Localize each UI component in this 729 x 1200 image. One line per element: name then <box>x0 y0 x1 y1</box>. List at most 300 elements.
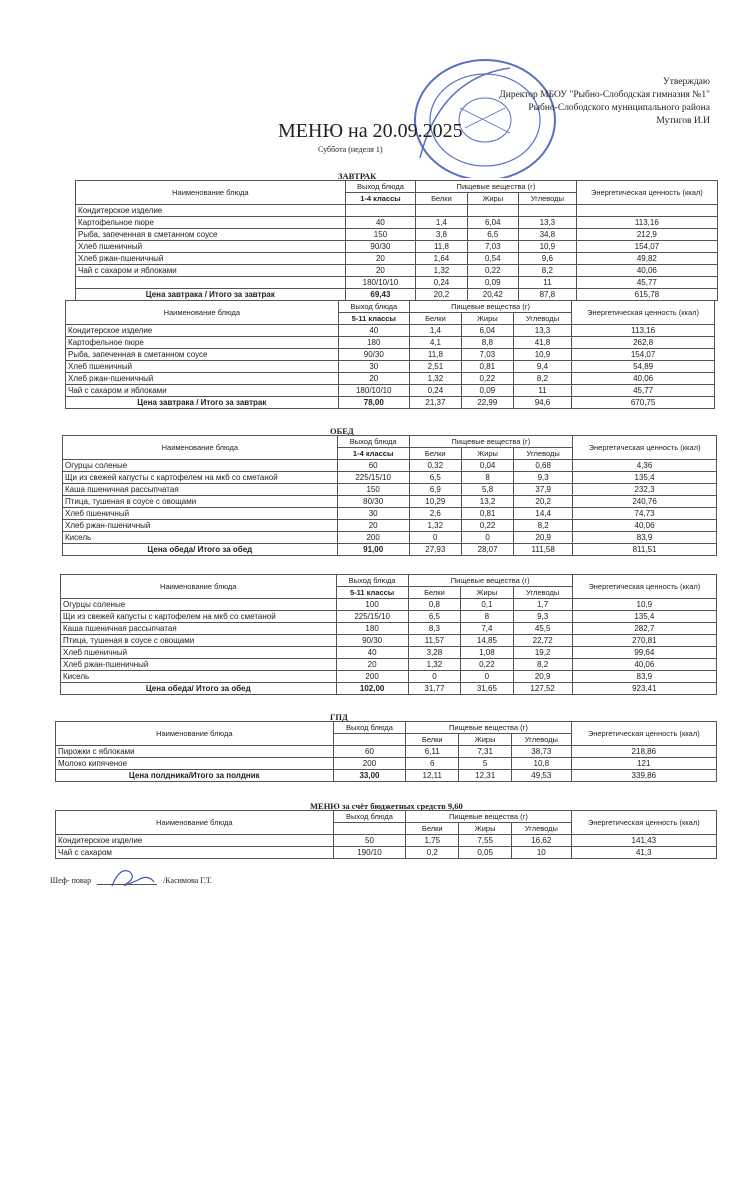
table-row <box>61 611 717 623</box>
col-proteins-header: Белки <box>409 448 461 460</box>
table-row <box>63 496 717 508</box>
value-cell: 135,4 <box>573 472 717 484</box>
dish-name: Хлеб ржан-пшеничный <box>61 659 337 671</box>
col-carbs-header: Углеводы <box>513 313 571 325</box>
col-fats-header: Жиры <box>459 823 512 835</box>
value-cell: 4,1 <box>409 337 461 349</box>
value-cell: 0,22 <box>461 520 513 532</box>
value-cell: 6,04 <box>467 217 518 229</box>
value-cell: 99,64 <box>572 647 716 659</box>
grade-label <box>333 823 406 835</box>
table-row <box>63 472 717 484</box>
value-cell: 200 <box>336 671 408 683</box>
total-value: 12,11 <box>406 770 459 782</box>
table-row <box>66 349 715 361</box>
table-row <box>63 520 717 532</box>
value-cell: 10,29 <box>409 496 461 508</box>
col-proteins-header: Белки <box>409 313 461 325</box>
dish-name: Птица, тушеная в соусе с овощами <box>61 635 337 647</box>
page-subtitle: Суббота (неделя 1) <box>318 145 383 154</box>
value-cell: 1,4 <box>409 325 461 337</box>
table-row <box>76 265 718 277</box>
value-cell: 150 <box>345 229 416 241</box>
value-cell: 0 <box>461 671 513 683</box>
value-cell: 0,05 <box>459 847 512 859</box>
section-budget: МЕНЮ за счёт бюджетных средств 9,60 <box>310 801 463 811</box>
section-snack: ГПД <box>330 712 348 722</box>
value-cell: 212,9 <box>576 229 717 241</box>
col-carbs-header: Углеводы <box>514 448 573 460</box>
value-cell: 1,4 <box>416 217 467 229</box>
total-value: 670,75 <box>572 397 715 409</box>
table-row <box>76 229 718 241</box>
value-cell: 0,09 <box>461 385 513 397</box>
value-cell: 20,9 <box>514 532 573 544</box>
dish-name: Кондитерское изделие <box>76 205 346 217</box>
value-cell: 40,06 <box>572 659 716 671</box>
total-label: Цена полдника/Итого за полдник <box>56 770 334 782</box>
value-cell: 0 <box>408 671 460 683</box>
col-output-header: Выход блюда <box>345 181 416 193</box>
value-cell: 0,04 <box>461 460 513 472</box>
value-cell: 0,68 <box>514 460 573 472</box>
value-cell: 7,03 <box>461 349 513 361</box>
col-name-header: Наименование блюда <box>66 301 339 325</box>
col-carbs-header: Углеводы <box>518 193 576 205</box>
total-label: Цена обеда/ Итого за обед <box>61 683 337 695</box>
col-nutrients-header: Пищевые вещества (г) <box>408 575 572 587</box>
value-cell: 180/10/10 <box>338 385 409 397</box>
total-value: 20,42 <box>467 289 518 301</box>
total-value: 22,99 <box>461 397 513 409</box>
value-cell: 50 <box>333 835 406 847</box>
dish-name <box>76 277 346 289</box>
value-cell: 38,73 <box>512 746 571 758</box>
value-cell: 218,86 <box>571 746 716 758</box>
value-cell: 6,5 <box>408 611 460 623</box>
total-value: 28,07 <box>461 544 513 556</box>
value-cell: 9,6 <box>518 253 576 265</box>
approve-line: Утверждаю <box>663 77 710 87</box>
value-cell: 200 <box>333 758 406 770</box>
page-title: МЕНЮ на 20.09.2025 <box>278 120 463 142</box>
value-cell: 0,81 <box>461 508 513 520</box>
dish-name: Хлеб пшеничный <box>76 241 346 253</box>
col-energy-header: Энергетическая ценность (ккал) <box>571 811 716 835</box>
approve-line: Мутигов И.И <box>656 116 710 126</box>
dish-name: Каша пшеничная рассыпчатая <box>63 484 338 496</box>
value-cell: 41,8 <box>513 337 571 349</box>
value-cell: 9,4 <box>513 361 571 373</box>
grade-label: 1-4 классы <box>337 448 409 460</box>
total-value: 12,31 <box>459 770 512 782</box>
table-row <box>61 659 717 671</box>
value-cell: 8 <box>461 472 513 484</box>
value-cell: 225/15/10 <box>336 611 408 623</box>
value-cell: 141,43 <box>571 835 716 847</box>
value-cell: 5 <box>459 758 512 770</box>
value-cell: 80/30 <box>337 496 409 508</box>
value-cell: 54,89 <box>572 361 715 373</box>
total-value: 127,52 <box>513 683 572 695</box>
value-cell: 37,9 <box>514 484 573 496</box>
col-carbs-header: Углеводы <box>512 823 571 835</box>
value-cell: 0 <box>409 532 461 544</box>
value-cell: 1,32 <box>409 520 461 532</box>
value-cell: 225/15/10 <box>337 472 409 484</box>
value-cell: 113,16 <box>576 217 717 229</box>
value-cell: 20,9 <box>513 671 572 683</box>
col-fats-header: Жиры <box>461 448 513 460</box>
breakfast-table-1-4 <box>75 180 718 301</box>
value-cell <box>467 205 518 217</box>
value-cell: 8,2 <box>513 659 572 671</box>
table-row <box>63 460 717 472</box>
col-energy-header: Энергетическая ценность (ккал) <box>572 575 716 599</box>
value-cell: 20 <box>345 265 416 277</box>
table-row <box>56 835 717 847</box>
col-proteins-header: Белки <box>406 823 459 835</box>
value-cell: 0,1 <box>461 599 513 611</box>
col-energy-header: Энергетическая ценность (ккал) <box>572 301 715 325</box>
value-cell: 240,76 <box>573 496 717 508</box>
value-cell: 20 <box>345 253 416 265</box>
value-cell: 0,2 <box>406 847 459 859</box>
col-output-header: Выход блюда <box>333 722 406 734</box>
value-cell: 0,22 <box>467 265 518 277</box>
approve-line: Рыбно-Слободского муниципального района <box>528 103 710 113</box>
col-output-header: Выход блюда <box>338 301 409 313</box>
value-cell: 8,2 <box>513 373 571 385</box>
value-cell: 40,06 <box>572 373 715 385</box>
value-cell: 0,24 <box>409 385 461 397</box>
breakfast-table-5-11 <box>65 300 715 409</box>
value-cell: 0,09 <box>467 277 518 289</box>
value-cell: 10,8 <box>512 758 571 770</box>
col-carbs-header: Углеводы <box>513 587 572 599</box>
approve-line: Директор МБОУ "Рыбно-Слободская гимназия №1" <box>499 90 710 100</box>
value-cell: 6,5 <box>409 472 461 484</box>
value-cell: 113,16 <box>572 325 715 337</box>
value-cell: 20,2 <box>514 496 573 508</box>
value-cell: 30 <box>337 508 409 520</box>
total-label: Цена завтрака / Итого за завтрак <box>66 397 339 409</box>
value-cell <box>416 205 467 217</box>
dish-name: Пирожки с яблоками <box>56 746 334 758</box>
cook-name: /Касимова Г.Т. <box>163 876 213 885</box>
dish-name: Огурцы соленые <box>63 460 338 472</box>
value-cell: 7,55 <box>459 835 512 847</box>
value-cell: 2,6 <box>409 508 461 520</box>
col-nutrients-header: Пищевые вещества (г) <box>409 301 571 313</box>
value-cell: 45,77 <box>576 277 717 289</box>
table-row <box>56 746 717 758</box>
value-cell: 8,2 <box>514 520 573 532</box>
table-row <box>56 758 717 770</box>
value-cell: 45,5 <box>513 623 572 635</box>
col-energy-header: Энергетическая ценность (ккал) <box>576 181 717 205</box>
table-row <box>61 623 717 635</box>
total-value: 111,58 <box>514 544 573 556</box>
value-cell: 180 <box>338 337 409 349</box>
value-cell: 11 <box>518 277 576 289</box>
table-row <box>66 361 715 373</box>
value-cell: 200 <box>337 532 409 544</box>
table-header <box>66 301 715 313</box>
table-row <box>66 385 715 397</box>
dish-name: Хлеб пшеничный <box>66 361 339 373</box>
table-row <box>76 241 718 253</box>
col-nutrients-header: Пищевые вещества (г) <box>416 181 576 193</box>
value-cell: 1,64 <box>416 253 467 265</box>
value-cell: 11,57 <box>408 635 460 647</box>
total-value: 923,41 <box>572 683 716 695</box>
value-cell: 4,36 <box>573 460 717 472</box>
value-cell: 11 <box>513 385 571 397</box>
value-cell: 0,22 <box>461 659 513 671</box>
total-label: Цена завтрака / Итого за завтрак <box>76 289 346 301</box>
value-cell: 150 <box>337 484 409 496</box>
value-cell <box>576 205 717 217</box>
col-output-header: Выход блюда <box>336 575 408 587</box>
value-cell: 180/10/10 <box>345 277 416 289</box>
value-cell: 34,8 <box>518 229 576 241</box>
value-cell: 282,7 <box>572 623 716 635</box>
value-cell: 1,32 <box>409 373 461 385</box>
dish-name: Кисель <box>63 532 338 544</box>
total-value: 94,6 <box>513 397 571 409</box>
table-row <box>63 532 717 544</box>
col-carbs-header: Углеводы <box>512 734 571 746</box>
table-row <box>66 373 715 385</box>
col-name-header: Наименование блюда <box>61 575 337 599</box>
total-value: 811,51 <box>573 544 717 556</box>
total-value: 31,65 <box>461 683 513 695</box>
value-cell: 6,5 <box>467 229 518 241</box>
value-cell: 40,06 <box>576 265 717 277</box>
value-cell: 1,32 <box>416 265 467 277</box>
table-header <box>76 181 718 193</box>
dish-name: Чай с сахаром и яблоками <box>76 265 346 277</box>
col-fats-header: Жиры <box>461 587 513 599</box>
col-nutrients-header: Пищевые вещества (г) <box>406 811 571 823</box>
value-cell: 0,81 <box>461 361 513 373</box>
value-cell: 180 <box>336 623 408 635</box>
grade-label: 1-4 классы <box>345 193 416 205</box>
section-breakfast: ЗАВТРАК <box>338 171 377 181</box>
value-cell: 40,06 <box>573 520 717 532</box>
total-value: 78,00 <box>338 397 409 409</box>
value-cell: 7,03 <box>467 241 518 253</box>
value-cell: 74,73 <box>573 508 717 520</box>
section-lunch: ОБЕД <box>330 426 354 436</box>
col-output-header: Выход блюда <box>333 811 406 823</box>
table-header <box>63 436 717 448</box>
value-cell: 20 <box>338 373 409 385</box>
total-value: 102,00 <box>336 683 408 695</box>
lunch-table-5-11 <box>60 574 717 695</box>
col-name-header: Наименование блюда <box>76 181 346 205</box>
dish-name: Рыба, запеченная в сметанном соусе <box>76 229 346 241</box>
dish-name: Каша пшеничная рассыпчатая <box>61 623 337 635</box>
table-row <box>66 325 715 337</box>
value-cell: 8 <box>461 611 513 623</box>
dish-name: Хлеб ржан-пшеничный <box>66 373 339 385</box>
value-cell: 0,22 <box>461 373 513 385</box>
grade-label: 5-11 классы <box>338 313 409 325</box>
value-cell: 13,3 <box>513 325 571 337</box>
col-proteins-header: Белки <box>406 734 459 746</box>
value-cell: 1,75 <box>406 835 459 847</box>
total-value: 20,2 <box>416 289 467 301</box>
value-cell: 30 <box>338 361 409 373</box>
value-cell: 40 <box>336 647 408 659</box>
lunch-table-1-4 <box>62 435 717 556</box>
value-cell: 5,8 <box>461 484 513 496</box>
value-cell: 100 <box>336 599 408 611</box>
table-row <box>61 599 717 611</box>
value-cell: 8,2 <box>518 265 576 277</box>
value-cell: 83,9 <box>573 532 717 544</box>
value-cell: 9,3 <box>514 472 573 484</box>
col-output-header: Выход блюда <box>337 436 409 448</box>
total-value: 33,00 <box>333 770 406 782</box>
value-cell: 6 <box>406 758 459 770</box>
table-row <box>61 635 717 647</box>
table-header <box>56 811 717 823</box>
total-value: 91,00 <box>337 544 409 556</box>
value-cell: 83,9 <box>572 671 716 683</box>
value-cell: 40 <box>338 325 409 337</box>
dish-name: Картофельное пюре <box>66 337 339 349</box>
value-cell: 90/30 <box>338 349 409 361</box>
budget-table <box>55 810 717 859</box>
dish-name: Молоко кипяченое <box>56 758 334 770</box>
value-cell: 6,04 <box>461 325 513 337</box>
total-row <box>56 770 717 782</box>
dish-name: Кондитерское изделие <box>66 325 339 337</box>
table-row <box>61 671 717 683</box>
dish-name: Хлеб ржан-пшеничный <box>63 520 338 532</box>
value-cell: 270,81 <box>572 635 716 647</box>
total-value: 31,77 <box>408 683 460 695</box>
value-cell: 3,8 <box>416 229 467 241</box>
col-name-header: Наименование блюда <box>63 436 338 460</box>
value-cell: 262,8 <box>572 337 715 349</box>
dish-name: Огурцы соленые <box>61 599 337 611</box>
table-header <box>61 575 717 587</box>
table-row <box>76 277 718 289</box>
value-cell: 90/30 <box>336 635 408 647</box>
value-cell: 49,82 <box>576 253 717 265</box>
dish-name: Кондитерское изделие <box>56 835 334 847</box>
value-cell: 0,54 <box>467 253 518 265</box>
dish-name: Чай с сахаром <box>56 847 334 859</box>
col-energy-header: Энергетическая ценность (ккал) <box>571 722 716 746</box>
dish-name: Птица, тушеная в соусе с овощами <box>63 496 338 508</box>
grade-label: 5-11 классы <box>336 587 408 599</box>
value-cell: 1,08 <box>461 647 513 659</box>
col-name-header: Наименование блюда <box>56 722 334 746</box>
value-cell: 1,7 <box>513 599 572 611</box>
value-cell: 60 <box>337 460 409 472</box>
value-cell: 16,62 <box>512 835 571 847</box>
snack-table <box>55 721 717 782</box>
table-row <box>61 647 717 659</box>
value-cell: 3,28 <box>408 647 460 659</box>
total-value: 27,93 <box>409 544 461 556</box>
value-cell: 154,07 <box>576 241 717 253</box>
value-cell: 154,07 <box>572 349 715 361</box>
value-cell: 11,8 <box>409 349 461 361</box>
total-row <box>61 683 717 695</box>
value-cell: 10,9 <box>572 599 716 611</box>
table-row <box>63 508 717 520</box>
value-cell: 135,4 <box>572 611 716 623</box>
table-row <box>76 205 718 217</box>
value-cell <box>345 205 416 217</box>
dish-name: Картофельное пюре <box>76 217 346 229</box>
value-cell: 45,77 <box>572 385 715 397</box>
table-header <box>56 722 717 734</box>
col-fats-header: Жиры <box>461 313 513 325</box>
signature-line <box>50 876 212 885</box>
dish-name: Кисель <box>61 671 337 683</box>
value-cell: 11,8 <box>416 241 467 253</box>
value-cell: 0,8 <box>408 599 460 611</box>
dish-name: Чай с сахаром и яблоками <box>66 385 339 397</box>
col-name-header: Наименование блюда <box>56 811 334 835</box>
value-cell: 60 <box>333 746 406 758</box>
value-cell: 6,11 <box>406 746 459 758</box>
value-cell: 14,4 <box>514 508 573 520</box>
total-value: 69,43 <box>345 289 416 301</box>
value-cell: 7,31 <box>459 746 512 758</box>
value-cell: 8,8 <box>461 337 513 349</box>
value-cell: 232,3 <box>573 484 717 496</box>
value-cell: 10,9 <box>518 241 576 253</box>
grade-label <box>333 734 406 746</box>
total-value: 339,86 <box>571 770 716 782</box>
value-cell: 7,4 <box>461 623 513 635</box>
col-proteins-header: Белки <box>416 193 467 205</box>
table-row <box>63 484 717 496</box>
total-value: 21,37 <box>409 397 461 409</box>
table-row <box>76 253 718 265</box>
value-cell: 9,3 <box>513 611 572 623</box>
total-row <box>76 289 718 301</box>
value-cell: 20 <box>337 520 409 532</box>
value-cell: 8,3 <box>408 623 460 635</box>
col-nutrients-header: Пищевые вещества (г) <box>406 722 571 734</box>
dish-name: Рыба, запеченная в сметанном соусе <box>66 349 339 361</box>
value-cell: 40 <box>345 217 416 229</box>
value-cell <box>518 205 576 217</box>
dish-name: Хлеб ржан-пшеничный <box>76 253 346 265</box>
value-cell: 0 <box>461 532 513 544</box>
approval-block <box>470 76 710 128</box>
table-row <box>76 217 718 229</box>
value-cell: 6,9 <box>409 484 461 496</box>
dish-name: Хлеб пшеничный <box>63 508 338 520</box>
total-row <box>63 544 717 556</box>
total-value: 615,78 <box>576 289 717 301</box>
value-cell: 13,2 <box>461 496 513 508</box>
value-cell: 0,24 <box>416 277 467 289</box>
value-cell: 41,3 <box>571 847 716 859</box>
total-row <box>66 397 715 409</box>
dish-name: Щи из свежей капусты с картофелем на мкб со сметаной <box>61 611 337 623</box>
